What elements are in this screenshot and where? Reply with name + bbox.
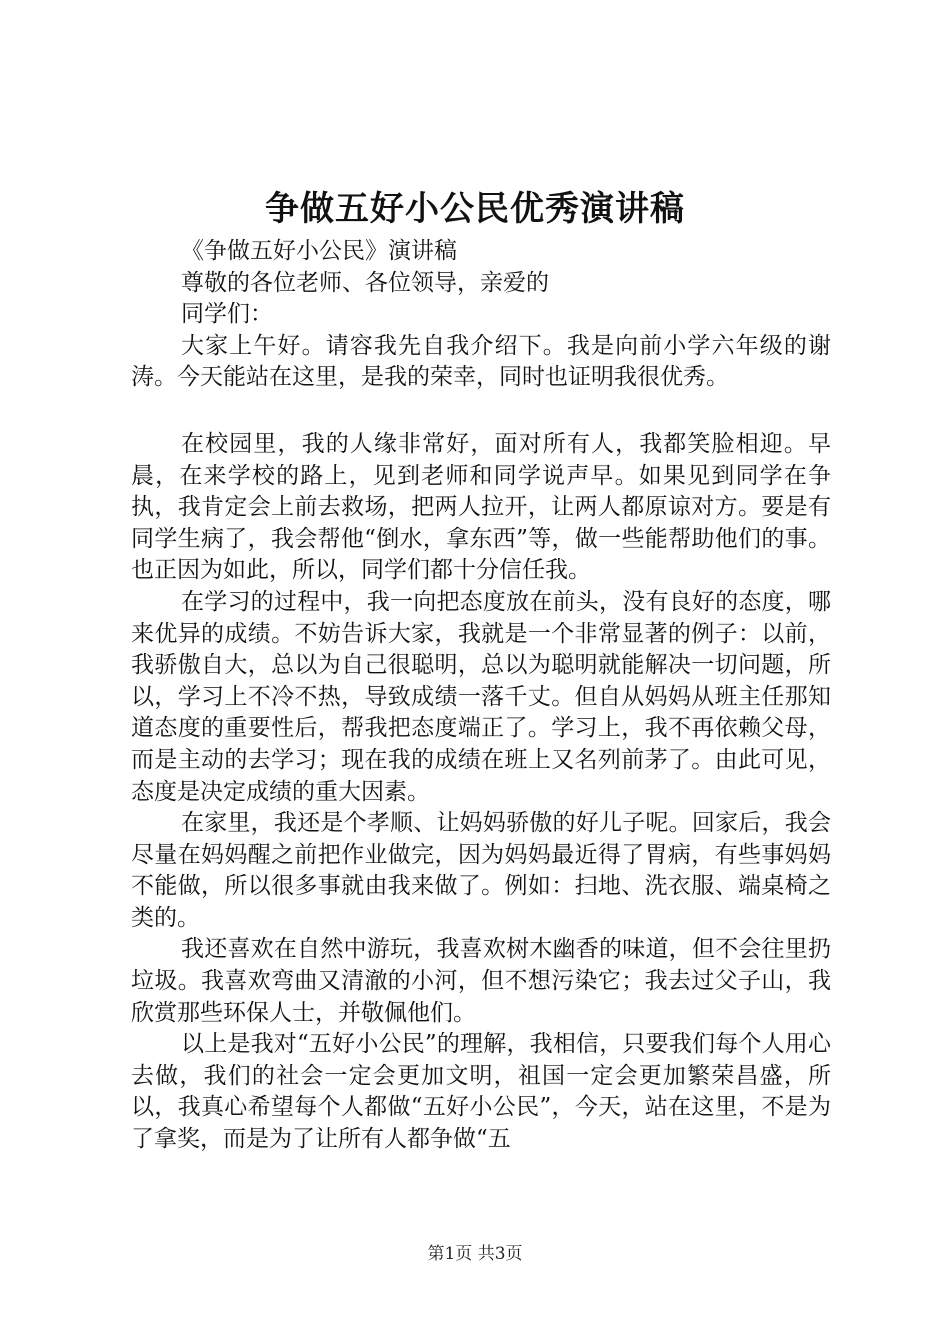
page-number-footer: 第1页 共3页 xyxy=(427,1244,523,1264)
greeting-line: 尊敬的各位老师、各位领导，亲爱的 xyxy=(181,269,549,296)
subtitle-line: 《争做五好小公民》演讲稿 xyxy=(181,238,457,264)
document-body xyxy=(131,236,831,1156)
paragraph-campus: 在校园里，我的人缘非常好，面对所有人，我都笑脸相迎。早晨，在来学校的路上，见到老师和同学说声早。如果见到同学在争执，我肯定会上前去救场，把两人拉开，让两人都原谅对方。要是有同学生病了，我会帮他“倒水，拿东西”等，做一些能帮助他们的事。也正因为如此，所以，同学们都十分信任我。 xyxy=(131,430,831,584)
greeting-line-2: 同学们： xyxy=(181,301,273,328)
document-title: 争做五好小公民优秀演讲稿 xyxy=(265,189,685,229)
paragraph-home: 在家里，我还是个孝顺、让妈妈骄傲的好儿子呢。回家后，我会尽量在妈妈醒之前把作业做完，因为妈妈最近得了胃病，有些事妈妈不能做，所以很多事就由我来做了。例如：扫地、洗衣服、端桌椅之类的。 xyxy=(131,810,831,931)
paragraph-nature: 我还喜欢在自然中游玩，我喜欢树木幽香的味道，但不会往里扔垃圾。我喜欢弯曲又清澈的小河，但不想污染它；我去过父子山，我欣赏那些环保人士，并敬佩他们。 xyxy=(131,936,831,1026)
paragraph-study: 在学习的过程中，我一向把态度放在前头，没有良好的态度，哪来优异的成绩。不妨告诉大家，我就是一个非常显著的例子：以前，我骄傲自大，总以为自己很聪明，总以为聪明就能解决一切问题，所以，学习上不冷不热，导致成绩一落千丈。但自从妈妈从班主任那知道态度的重要性后，帮我把态度端正了。学习上，我不再依赖父母，而是主动的去学习；现在我的成绩在班上又名列前茅了。由此可见，态度是决定成绩的重大因素。 xyxy=(131,588,831,805)
paragraph-intro: 大家上午好。请容我先自我介绍下。我是向前小学六年级的谢涛。今天能站在这里，是我的荣幸，同时也证明我很优秀。 xyxy=(131,332,831,391)
paragraph-gap xyxy=(131,394,831,429)
paragraph-conclusion: 以上是我对“五好小公民”的理解，我相信，只要我们每个人用心去做，我们的社会一定会更加文明，祖国一定会更加繁荣昌盛，所以，我真心希望每个人都做“五好小公民”，今天，站在这里，不是为了拿奖，而是为了让所有人都争做“五 xyxy=(131,1031,831,1153)
